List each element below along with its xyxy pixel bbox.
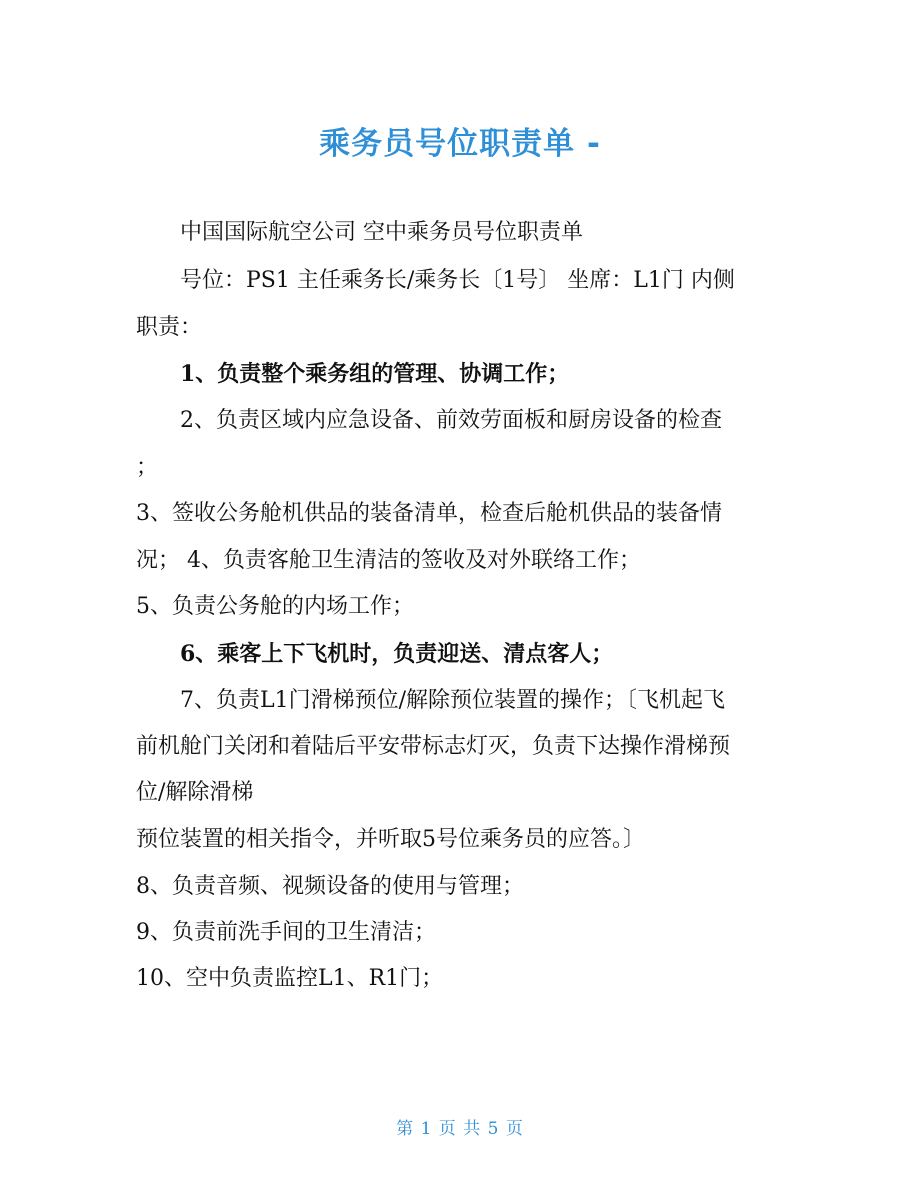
- duty-item-8: 8、负责音频、视频设备的使用与管理；: [136, 874, 524, 899]
- duty-item-5: 5、负责公务舱的内场工作；: [136, 594, 414, 619]
- duty-item-6: 6、乘客上下飞机时，负责迎送、清点客人；: [180, 641, 614, 667]
- duty-item-7-continued-2: 位/解除滑梯: [136, 780, 254, 805]
- duty-item-3: 3、签收公务舱机供品的装备清单，检查后舱机供品的装备情: [136, 501, 722, 526]
- duty-item-9: 9、负责前洗手间的卫生清洁；: [136, 920, 436, 945]
- company-heading: 中国国际航空公司 空中乘务员号位职责单: [180, 220, 583, 245]
- duty-item-7-continued-3: 预位装置的相关指令，并听取5号位乘务员的应答。〕: [136, 827, 645, 852]
- duty-item-2-continued: ；: [136, 455, 159, 480]
- duty-item-7: 7、负责L1门滑梯预位/解除预位装置的操作；〔飞机起飞: [180, 688, 726, 713]
- document-title: 乘务员号位职责单 -: [319, 126, 601, 162]
- duties-label: 职责：: [136, 315, 203, 340]
- duty-item-7-continued-1: 前机舱门关闭和着陆后平安带标志灯灭，负责下达操作滑梯预: [136, 734, 731, 759]
- page-number: 第 1 页 共 5 页: [396, 1119, 524, 1139]
- duty-item-3-4: 况； 4、负责客舱卫生清洁的签收及对外联络工作；: [136, 548, 641, 573]
- duty-item-2: 2、负责区域内应急设备、前效劳面板和厨房设备的检查: [180, 408, 722, 433]
- duty-item-1: 1、负责整个乘务组的管理、协调工作；: [180, 361, 570, 387]
- position-line: 号位：PS1 主任乘务长/乘务长〔1号〕 坐席：L1门 内侧: [180, 268, 735, 293]
- duty-item-10: 10、空中负责监控L1、R1门；: [136, 966, 444, 991]
